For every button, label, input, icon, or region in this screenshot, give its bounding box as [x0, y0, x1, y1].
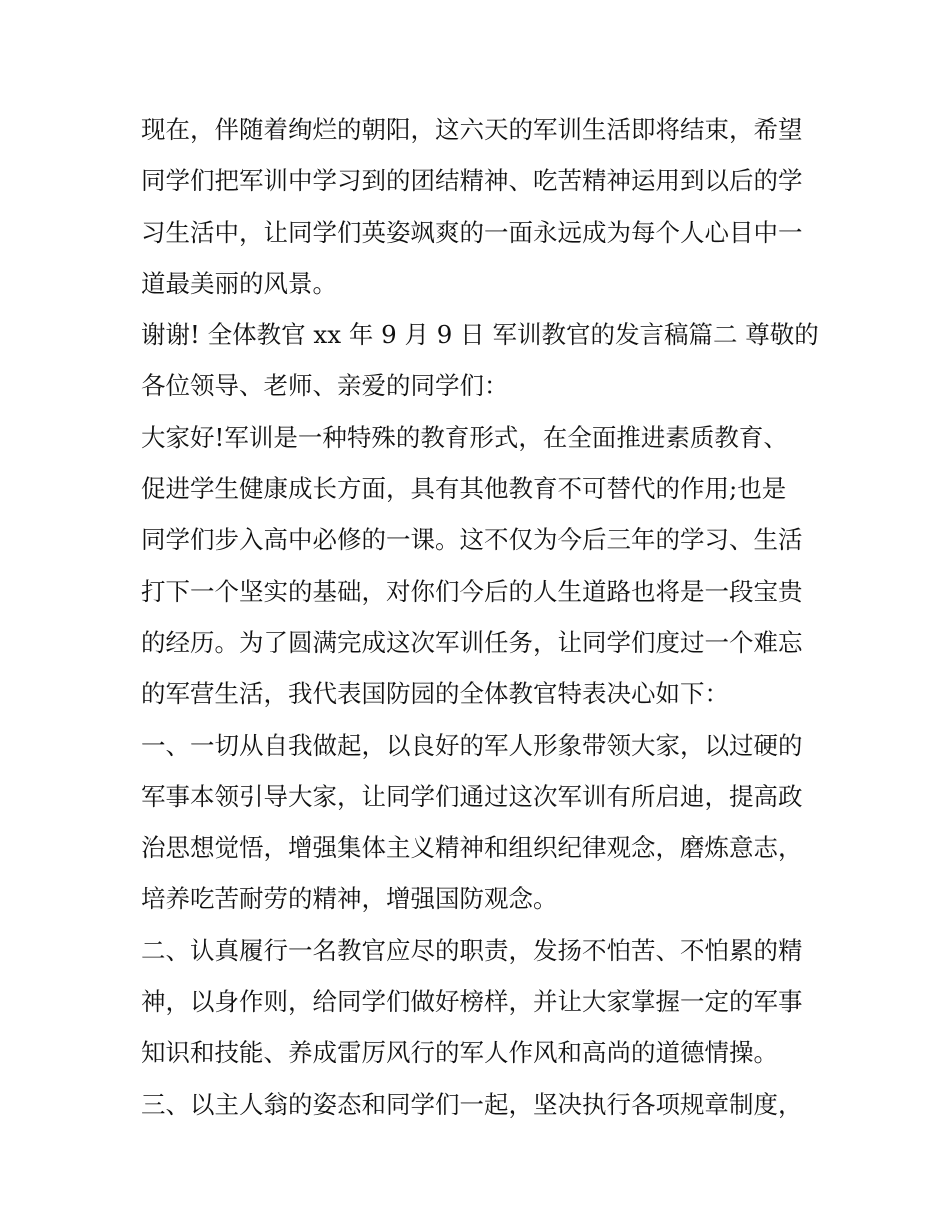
- text-line: 知识和技能、养成雷厉风行的军人作风和高尚的道德情操。: [141, 1038, 778, 1068]
- text-line: 打下一个坚实的基础，对你们今后的人生道路也将是一段宝贵: [141, 576, 803, 606]
- text-line: 现在，伴随着绚烂的朝阳，这六天的军训生活即将结束，希望: [141, 115, 803, 144]
- text-line: 三、以主人翁的姿态和同学们一起，坚决执行各项规章制度，: [141, 1089, 803, 1119]
- text-line: 二、认真履行一名教官应尽的职责，发扬不怕苦、不怕累的精: [141, 935, 803, 965]
- document-body: [141, 104, 819, 1130]
- text-line: 谢谢! 全体教官 xx 年 9 月 9 日 军训教官的发言稿篇二 尊敬的: [141, 320, 819, 350]
- text-line: 军事本领引导大家，让同学们通过这次军训有所启迪，提高政: [141, 781, 803, 811]
- text-line: 的军营生活，我代表国防园的全体教官特表决心如下：: [141, 679, 729, 709]
- text-line: 习生活中，让同学们英姿飒爽的一面永远成为每个人心目中一: [141, 217, 803, 247]
- text-line: 道最美丽的风景。: [141, 268, 337, 298]
- text-line: 一、一切从自我做起，以良好的军人形象带领大家，以过硬的: [141, 730, 803, 760]
- text-line: 同学们把军训中学习到的团结精神、吃苦精神运用到以后的学: [141, 166, 803, 196]
- text-line: 治思想觉悟，增强集体主义精神和组织纪律观念，磨炼意志，: [141, 833, 803, 863]
- text-line: 的经历。为了圆满完成这次军训任务，让同学们度过一个难忘: [141, 627, 803, 657]
- text-line: 神，以身作则，给同学们做好榜样，并让大家掌握一定的军事: [141, 987, 803, 1017]
- text-line: 各位领导、老师、亲爱的同学们：: [141, 371, 509, 401]
- text-line: 同学们步入高中必修的一课。这不仅为今后三年的学习、生活: [141, 525, 803, 555]
- text-line: 大家好!军训是一种特殊的教育形式，在全面推进素质教育、: [141, 422, 788, 452]
- text-line: 培养吃苦耐劳的精神，增强国防观念。: [141, 884, 558, 914]
- text-line: 促进学生健康成长方面，具有其他教育不可替代的作用;也是: [141, 474, 787, 504]
